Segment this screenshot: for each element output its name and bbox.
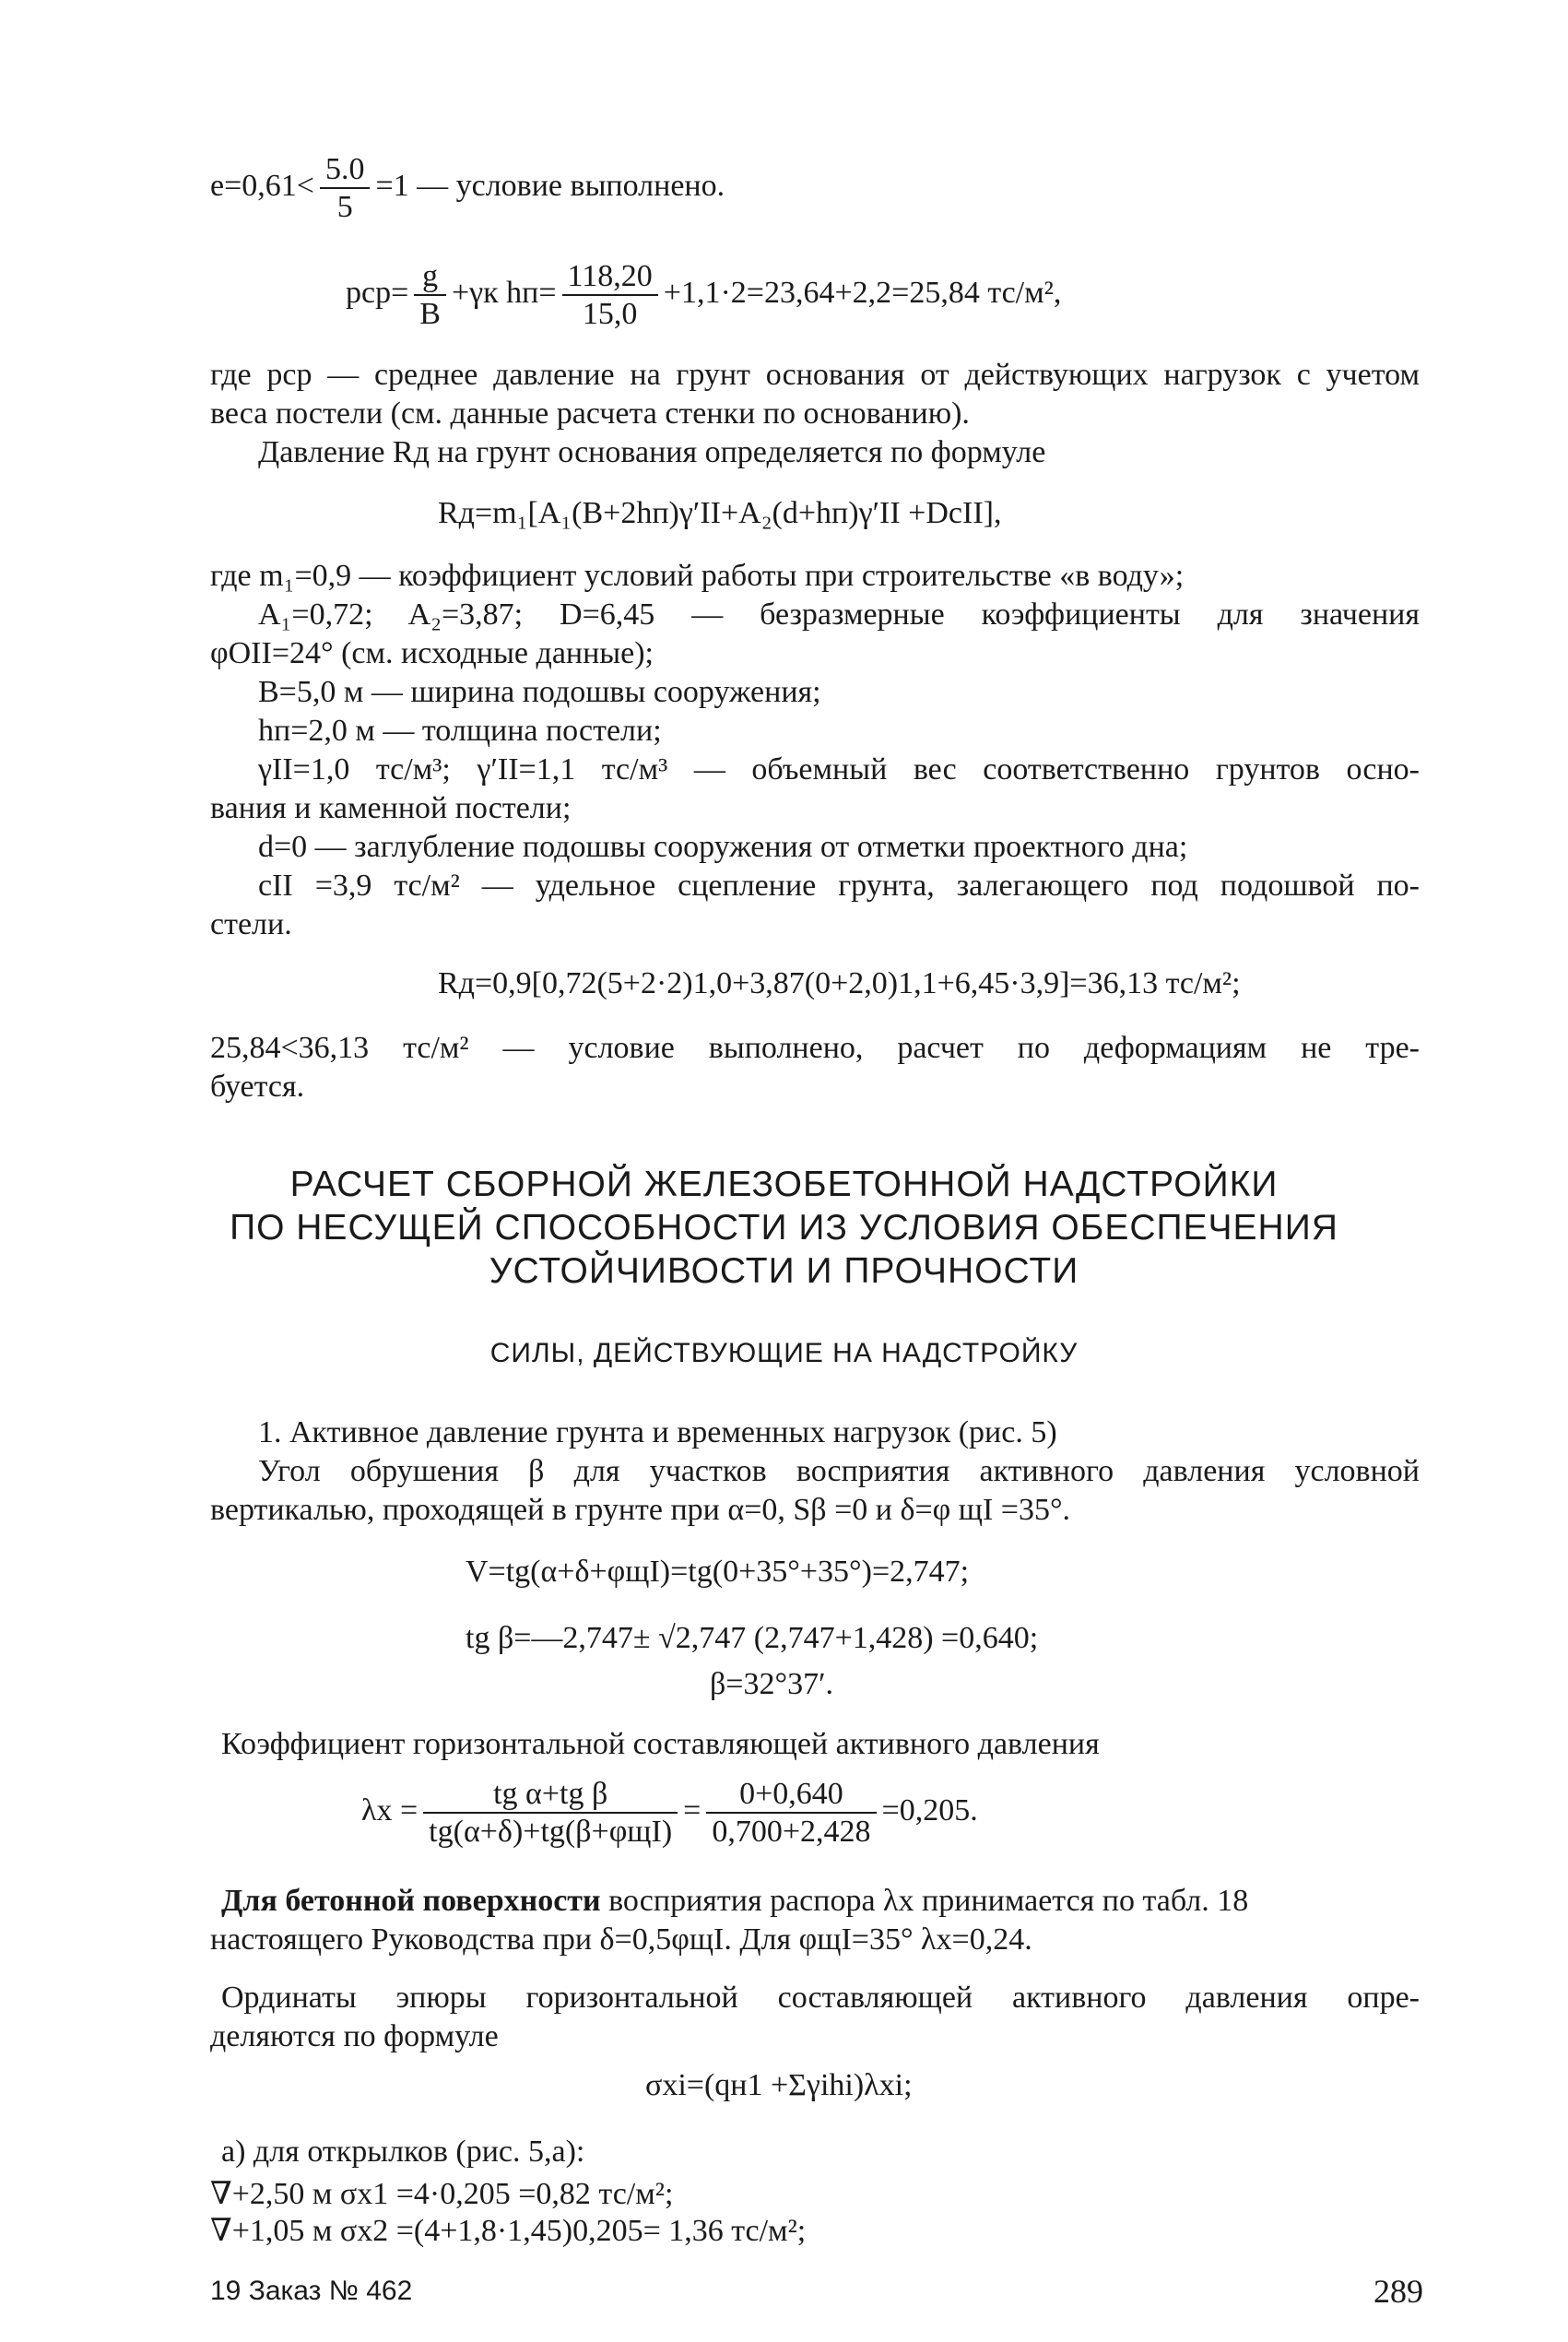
paragraph-line: Давление Rд на грунт основания определяется по формуле	[258, 435, 1046, 469]
paragraph-line: буется.	[210, 1070, 305, 1104]
paragraph-line: hп=2,0 м — толщина постели;	[258, 714, 662, 748]
formula-e-right: =1 — условие выполнено.	[375, 168, 725, 203]
formula-beta: β=32°37′.	[710, 1667, 834, 1701]
fraction-numerator: g	[414, 258, 446, 296]
paragraph-line: ∇+2,50 м σx1 =4·0,205 =0,82 тс/м²;	[210, 2177, 674, 2211]
text-span: восприятия распора λx принимается по табл. 18	[600, 1884, 1249, 1918]
fraction-numerator: 0+0,640	[706, 1776, 876, 1814]
formula-lambda	[361, 1776, 978, 1850]
paragraph-line	[221, 1881, 1248, 1922]
fraction-numerator: 5.0	[320, 151, 371, 189]
paragraph-line: где pср — среднее давление на грунт основания от действующих нагрузок с учетом	[210, 358, 1420, 392]
formula-rd-general: Rд=m₁[A₁(B+2hп)γ′II+A₂(d+hп)γ′II +DcII],	[438, 496, 1002, 530]
fraction-denominator: B	[419, 297, 441, 332]
fraction	[414, 258, 446, 332]
paragraph-line: а) для открылков (рис. 5,а):	[221, 2135, 585, 2169]
fraction	[706, 1776, 876, 1850]
paragraph-line: A₁=0,72; A₂=3,87; D=6,45 — безразмерные коэффициенты для значения	[258, 597, 1420, 632]
formula-lambda-left: λx =	[361, 1792, 419, 1827]
paragraph-line: B=5,0 м — ширина подошвы сооружения;	[258, 675, 821, 709]
formula-rd-calc: Rд=0,9[0,72(5+2·2)1,0+3,87(0+2,0)1,1+6,45·3,9]=36,13 тс/м²;	[438, 966, 1241, 1000]
fraction	[562, 258, 658, 332]
section-heading: РАСЧЕТ СБОРНОЙ ЖЕЛЕЗОБЕТОННОЙ НАДСТРОЙКИ	[289, 1165, 1279, 1204]
fraction-denominator: 0,700+2,428	[712, 1815, 871, 1850]
paragraph-line: веса постели (см. данные расчета стенки по основанию).	[210, 396, 970, 431]
formula-pcp-mid: +γк hп=	[451, 275, 557, 310]
paragraph-line: d=0 — заглубление подошвы сооружения от отметки проектного дна;	[258, 830, 1188, 864]
paragraph-line: деляются по формуле	[210, 2019, 499, 2053]
section-heading: УСТОЙЧИВОСТИ И ПРОЧНОСТИ	[489, 1251, 1079, 1291]
formula-v: V=tg(α+δ+φщI)=tg(0+35°+35°)=2,747;	[466, 1555, 970, 1589]
fraction-numerator: tg α+tg β	[423, 1776, 678, 1814]
subsection-heading: СИЛЫ, ДЕЙСТВУЮЩИЕ НА НАДСТРОЙКУ	[489, 1338, 1079, 1368]
formula-e-left: e=0,61<	[210, 168, 314, 203]
paragraph-line: настоящего Руководства при δ=0,5φщI. Для φщI=35° λx=0,24.	[210, 1922, 1032, 1957]
formula-pcp-right: +1,1·2=23,64+2,2=25,84 тс/м²,	[663, 275, 1062, 310]
formula-e-condition	[210, 151, 725, 225]
paragraph-line: cII =3,9 тс/м² — удельное сцепление грунта, залегающего под подошвой по-	[258, 869, 1420, 903]
fraction	[320, 151, 371, 225]
formula-p-cp	[346, 258, 1061, 332]
formula-lambda-right: =0,205.	[881, 1792, 978, 1827]
paragraph-line: ∇+1,05 м σx2 =(4+1,8·1,45)0,205= 1,36 тс/м²;	[210, 2214, 807, 2248]
formula-pcp-left: pср=	[346, 275, 409, 310]
formula-lambda-eq: =	[683, 1792, 701, 1827]
paragraph-line: вания и каменной постели;	[210, 791, 572, 825]
fraction-denominator: 15,0	[582, 297, 638, 332]
section-heading: ПО НЕСУЩЕЙ СПОСОБНОСТИ ИЗ УСЛОВИЯ ОБЕСПЕЧЕНИЯ	[230, 1208, 1338, 1248]
paragraph-line: где m₁=0,9 — коэффициент условий работы при строительстве «в воду»;	[210, 559, 1185, 593]
paragraph-line: 1. Активное давление грунта и временных нагрузок (рис. 5)	[258, 1415, 1057, 1449]
footer-left: 19 Заказ № 462	[210, 2276, 413, 2306]
paragraph-line: вертикалью, проходящей в грунте при α=0, Sβ =0 и δ=φ щI =35°.	[210, 1493, 1071, 1527]
fraction-denominator: 5	[336, 190, 353, 225]
paragraph-line: Угол обрушения β для участков восприятия активного давления условной	[258, 1454, 1420, 1488]
fraction	[423, 1776, 678, 1850]
paragraph-line: γII=1,0 тс/м³; γ′II=1,1 тс/м³ — объемный вес соответственно грунтов осно-	[258, 752, 1420, 787]
page-number: 289	[1373, 2273, 1423, 2310]
paragraph-line: стели.	[210, 907, 292, 941]
fraction-numerator: 118,20	[562, 258, 658, 296]
paragraph-line: Коэффициент горизонтальной составляющей активного давления	[221, 1727, 1100, 1761]
formula-tg-beta: tg β=—2,747± √2,747 (2,747+1,428) =0,640;	[466, 1621, 1039, 1655]
fraction-denominator: tg(α+δ)+tg(β+φщI)	[429, 1815, 673, 1850]
paragraph-line: 25,84<36,13 тс/м² — условие выполнено, расчет по деформациям не тре-	[210, 1031, 1420, 1065]
paragraph-line: φOII=24° (см. исходные данные);	[210, 636, 654, 670]
bold-phrase: Для бетонной поверхности	[221, 1884, 601, 1918]
paragraph-line: Ординаты эпюры горизонтальной составляющей активного давления опре-	[221, 1981, 1420, 2015]
formula-sigma: σxi=(qн1 +Σγihi)λxi;	[645, 2068, 913, 2102]
